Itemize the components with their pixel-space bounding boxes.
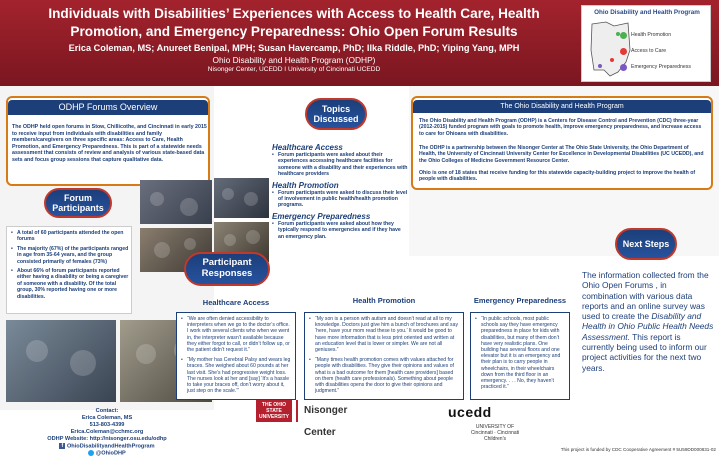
contact-website[interactable]: ODHP Website: http://nisonger.osu.edu/odhp [47,435,167,442]
odhp-paragraph: The ODHP is a partnership between the Nisonger Center at The Ohio State University, the Ohio Department of Health, the University of Cincinnati University Center for Excellence in Developmental Disabilities (UC UCEDD), and the Ohio Colleges of Medicine Government Resource Center. [419,145,704,164]
contact-email[interactable]: Erica.Coleman@cchmc.org [70,428,144,435]
forum-photo [140,180,212,224]
overview-title: ODHP Forums Overview [8,100,208,115]
next-steps-text-b: This report is currently being used to inform our project activities for the next two years. [582,331,707,373]
topic-text: • Forum participants were asked about their experiences accessing healthcare facilities for someone with a disability and their experiences with healthcare providers [272,152,408,178]
response-heading-healthcare: Healthcare Access [202,298,270,307]
participants-item: • The majority (67%) of the participants ranged in age from 35-64 years, and the group consisted primarily of females (73%) [11,246,129,265]
next-steps-title: Next Steps [615,228,677,260]
next-steps-report-name: Disability and Health in Ohio Public Health Needs Assessment. [582,311,714,342]
program-name: Ohio Disability and Health Program (ODHP) [212,55,376,65]
legend-dot-emergency [620,64,627,71]
legend-health-promotion: Health Promotion [631,32,672,38]
facebook-icon: f [59,443,65,449]
twitter-icon [88,450,94,456]
response-quote: • “We are often denied accessibility to interpreters when we go to the doctor’s office. I work with several clients who when we went in, the interpreter wasn’t available because they either forgot to call, or didn’t follow up, or the patient didn’t request it.” [181,316,291,353]
response-quote: • “My son is a person with autism and doesn’t read at all to my knowledge. Doctors just give him a bunch of brochures and say ‘here, have your mom read these to you.’ It would be good to have more information that is less print oriented and written at an education level that is lower or simpler. We are not all geniuses.” [309,316,459,353]
contact-phone: 513-803-4399 [89,421,125,428]
response-quote: • “Many times health promotion comes with values attached for people with disabilities. They give their opinions and values of what is a bad outcome for them [health care providers] based on them (health care professionals). Something about people with disabilities opens the door to give their opinions and judgment.” [309,357,459,394]
overview-box [6,96,210,186]
contact-name: Erica Coleman, MS [81,414,133,421]
odhp-box [411,96,713,190]
response-box-emergency [470,312,570,400]
topic-text: • Forum participants were asked about how they typically respond to emergencies and if they have an emergency plan. [272,221,408,240]
poster-title: Individuals with Disabilities’ Experiences with Access to Health Care, Health Promotion, and Emergency Preparedness: Ohio Open Forum Results [48,6,540,39]
contact-block [2,408,212,457]
ohio-map-panel [581,5,711,82]
participants-list [11,230,129,303]
odhp-paragraph: Ohio is one of 18 states that receive funding for this statewide capacity-building project to improve the health of people with disabilities. [419,170,696,183]
response-box-health-promotion [304,312,464,400]
cincinnati-logos: UNIVERSITY OF Cincinnati · Cincinnati Children's [470,424,520,442]
ohio-map-title: Ohio Disability and Health Program [594,9,700,16]
topics-title: Topics Discussed [305,98,367,130]
legend-access-care: Access to Care [631,48,667,54]
facebook-handle: OhioDisabilityandHealthProgram [66,443,155,450]
forum-photo [214,178,269,218]
participants-item: • About 66% of forum participants reported either having a disability or being a caregiver of someone with a disability. Of the total group, 30% reported having one or more disabilities. [11,268,129,300]
legend-emergency: Emergency Preparedness [631,64,691,70]
legend-dot-access-care [620,48,627,55]
next-steps-text [582,270,714,373]
contact-label: Contact: [95,408,119,414]
contact-twitter[interactable] [2,450,212,457]
ucedd-logo: ucedd [448,404,492,420]
topic-heading: Emergency Preparedness [272,211,371,221]
participants-box [6,226,132,314]
response-quote: • “In public schools, most public schools say they have emergency preparedness in place for kids with disabilities, but many of them don’t have very realistic plans. One building has several floors and one elevator but it is an emergency and their plan is to carry people in wheelchairs, in their wheelchairs down from the third floor in an emergency. . . . No, they haven’t practiced it.” [475,316,565,390]
participants-title: Forum Participants [44,188,112,218]
response-quote: • “My mother has Cerebral Palsy and wears leg braces. She weighed about 60 pounds at her last visit. She’s had progressive weight loss. The nurses look at her and [say] ‘It’s a hassle to take your braces off, don’t worry about it, just step on the scale.’” [181,357,291,394]
contact-facebook[interactable] [2,443,212,450]
next-steps-text-a: The information collected from the Ohio Open Forums , in combination with various data reports and an online survey was used to create the [582,270,709,322]
topic-heading: Health Promotion [272,180,339,190]
response-box-healthcare [176,312,296,400]
overview-text: The ODHP held open forums in Stow, Chillicothe, and Cincinnati in early 2015 to receive input from individuals with disabilities and family members/caregivers on three specific areas: Access to Care, Health Promotion, and Emergency Preparedness. This is part of a statewide needs assessment that consists of review and analysis of various state-based data sets and focus group sessions that capture qualitative data. [12,124,207,163]
topic-text: • Forum participants were asked to discuss their level of involvement in public health/health promotion programs. [272,190,408,209]
participants-item: • A total of 60 participants attended the open forums [11,230,129,243]
legend-dot-health-promotion [620,32,627,39]
forum-photo [6,320,116,402]
funding-statement: This project is funded by CDC Cooperative Agreement # 5U59DD000831-02 [560,447,716,452]
response-heading-health-promotion: Health Promotion [352,296,416,305]
topics-list [272,140,408,242]
twitter-handle: @OhioDHP [95,450,126,457]
odhp-paragraph: The Ohio Disability and Health Program (ODHP) is a Centers for Disease Control and Prevention (CDC) three-year (2012-2015) funded program with goals to promote health, improve emergency preparedness, and increase access to care for Ohioans with disabilities. [419,118,702,137]
nisonger-logo: Nisonger Center [296,400,380,422]
response-heading-emergency: Emergency Preparedness [473,296,567,305]
odhp-title: The Ohio Disability and Health Program [413,100,711,113]
affiliation: Nisonger Center, UCEDD I University of Cincinnati UCEDD [207,66,381,73]
responses-title: Participant Responses [184,252,270,286]
osu-logo: THE OHIO STATE UNIVERSITY [256,400,292,422]
topic-heading: Healthcare Access [272,143,343,152]
poster-authors: Erica Coleman, MS; Anureet Benipal, MPH; Susan Havercamp, PhD; Ilka Riddle, PhD; Yiping Yang, MPH [68,43,520,53]
